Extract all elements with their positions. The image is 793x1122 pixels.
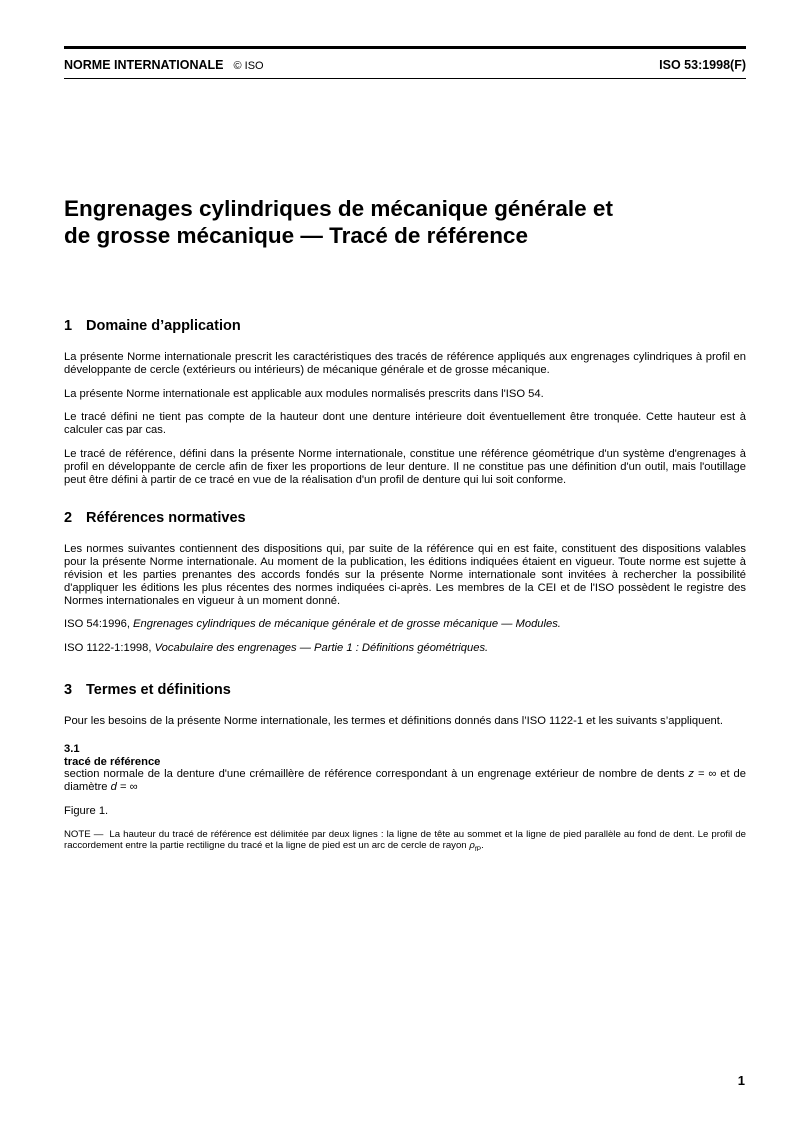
section-terms-definitions (64, 681, 746, 855)
header-bottom-rule (64, 78, 746, 79)
term-definition (64, 768, 746, 794)
section-1-heading (64, 317, 746, 335)
note (64, 829, 746, 855)
header-top-rule (64, 46, 746, 49)
paragraph: Les normes suivantes contiennent des dispositions qui, par suite de la référence qui en est faite, constituent des dispositions valables pour la présente Norme internationale. Au moment de la publication, les éditions indiquées étaient en vigueur. Toute norme est sujette à révision et les parties prenantes des accords fondés sur la présente Norme internationale sont invitées à rechercher la possibilité d'appliquer les éditions les plus récentes des normes indiquées ci-après. Les membres de la CEI et de l'ISO possèdent le registre des Normes internationales en vigueur à un moment donné. (64, 543, 746, 607)
symbol-rho-subscript: fP (474, 845, 482, 853)
section-number: 2 (64, 510, 73, 527)
definition-text: = ∞ et de diamètre (64, 768, 746, 794)
section-3-heading (64, 681, 746, 699)
section-title: Termes et définitions (86, 681, 231, 698)
section-normative-references (64, 509, 746, 655)
section-number: 3 (64, 681, 73, 698)
paragraph: Le tracé de référence, défini dans la présente Norme internationale, constitue une référence géométrique d'un système d'engrenages à profil en développante de cercle afin de fixer les proportions de leur denture. Il ne constitue pas une définition d'un outil, mais l'outillage peut être défini à partir de ce tracé en vue de la réalisation d'un profil de denture qui lui soit conforme. (64, 447, 746, 486)
note-text: La hauteur du tracé de référence est délimitée par deux lignes : la ligne de tête au sommet et la ligne de pied parallèle au fond de dent. Le profil de raccordement entre la partie rectiligne du tracé et la ligne de pied est un arc de cercle de rayon (64, 828, 746, 851)
document-body (64, 317, 746, 855)
symbol-d: d (110, 781, 117, 794)
note-label: NOTE — (64, 828, 104, 840)
reference-item (64, 642, 746, 655)
title-line-1: Engrenages cylindriques de mécanique générale et (64, 196, 613, 221)
figure-reference: Figure 1. (64, 804, 109, 817)
paragraph: La présente Norme internationale est applicable aux modules normalisés prescrits dans l'ISO 54. (64, 387, 544, 400)
term-number: 3.1 (64, 742, 80, 755)
reference-code: ISO 1122-1:1998, (64, 642, 152, 655)
definition-text: section normale de la denture d'une crémaillère de référence correspondant à un engrenage extérieur de nombre de dents (64, 768, 689, 781)
document-title (64, 195, 746, 249)
title-line-2: de grosse mécanique — Tracé de référence (64, 223, 528, 248)
reference-title: Engrenages cylindriques de mécanique générale et de grosse mécanique — Modules. (133, 618, 561, 631)
header-standard-type: NORME INTERNATIONALE (64, 58, 224, 72)
reference-title: Vocabulaire des engrenages — Partie 1 : Définitions géométriques. (154, 642, 489, 655)
term-name: tracé de référence (64, 755, 161, 768)
header-left (64, 58, 264, 72)
section-title: Domaine d’application (86, 318, 241, 334)
header-standard-number: ISO 53:1998(F) (659, 58, 746, 72)
symbol-rho: ρ (469, 839, 475, 851)
header-copyright: © ISO (233, 60, 264, 72)
note-end: . (481, 839, 484, 851)
definition-text: = ∞ (116, 781, 138, 794)
section-scope (64, 317, 746, 486)
paragraph: La présente Norme internationale prescrit les caractéristiques des tracés de référence appliqués aux engrenages cylindriques à profil en développante de cercle (extérieurs ou intérieurs) de mécanique générale et de grosse mécanique. (64, 351, 746, 376)
paragraph: Le tracé défini ne tient pas compte de la hauteur dont une denture intérieure doit éventuellement être tronquée. Cette hauteur est à calculer cas par cas. (64, 411, 746, 437)
page-number: 1 (737, 1073, 745, 1088)
section-title: Références normatives (86, 510, 246, 527)
symbol-z: z (688, 768, 695, 781)
section-number: 1 (64, 318, 73, 334)
reference-code: ISO 54:1996, (64, 618, 130, 631)
page-header (64, 58, 746, 72)
reference-item (64, 618, 746, 631)
section-2-heading (64, 509, 746, 527)
paragraph: Pour les besoins de la présente Norme internationale, les termes et définitions donnés dans l’ISO 1122-1 et les suivants s’appliquent. (64, 714, 723, 727)
